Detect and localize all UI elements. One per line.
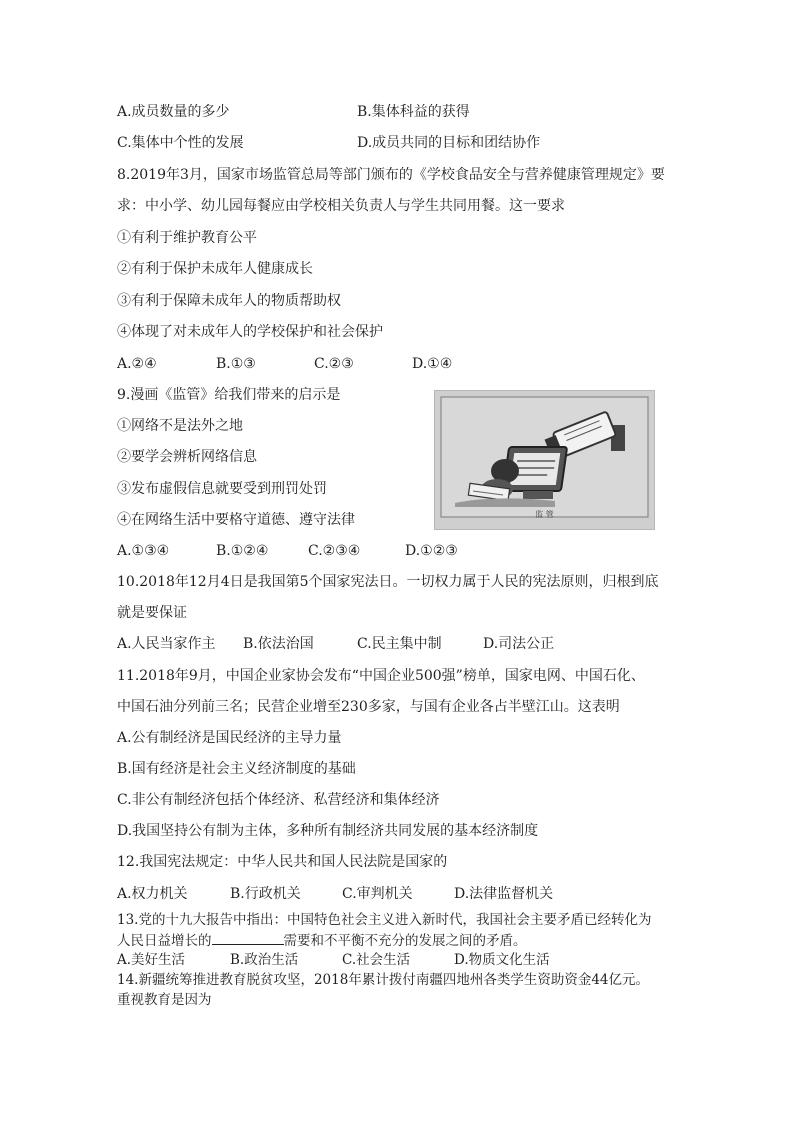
q11-option-b: B.国有经济是社会主义经济制度的基础 xyxy=(117,761,356,777)
q11-stem-line1: 11.2018年9月，中国企业家协会发布“中国企业500强”榜单，国家电网、中国石化、 xyxy=(117,668,645,684)
q10-option-c: C.民主集中制 xyxy=(357,636,442,652)
q10-option-a: A.人民当家作主 xyxy=(117,636,216,652)
q8-stem-line2: 求：中小学、幼儿园每餐应由学校相关负责人与学生共同用餐。这一要求 xyxy=(117,198,565,214)
q12-stem: 12.我国宪法规定：中华人民共和国人民法院是国家的 xyxy=(117,854,448,870)
q8-statement-2: ②有利于保护未成年人健康成长 xyxy=(117,261,313,277)
q9-option-b: B.①②④ xyxy=(216,543,269,559)
q7-option-d: D.成员共同的目标和团结协作 xyxy=(357,135,541,151)
q12-option-c: C.审判机关 xyxy=(342,886,413,902)
q11-option-c: C.非公有制经济包括个体经济、私营经济和集体经济 xyxy=(117,792,440,808)
q7-option-c: C.集体中个性的发展 xyxy=(117,135,244,151)
q13-stem-line2 xyxy=(117,930,527,951)
q9-option-a: A.①③④ xyxy=(117,543,170,559)
q9-statement-2: ②要学会辨析网络信息 xyxy=(117,449,257,465)
q14-stem-line2: 重视教育是因为 xyxy=(117,992,212,1008)
q13-stem-line2-before: 人民日益增长的 xyxy=(117,933,212,949)
q8-statement-4: ④体现了对未成年人的学校保护和社会保护 xyxy=(117,324,383,340)
q13-stem-line1: 13.党的十九大报告中指出：中国特色社会主义进入新时代，我国社会主要矛盾已经转化为 xyxy=(117,912,652,928)
q9-statement-4: ④在网络生活中要格守道德、遵守法律 xyxy=(117,512,355,528)
q7-option-a: A.成员数量的多少 xyxy=(117,104,230,120)
q8-statement-3: ③有利于保障未成年人的物质帮助权 xyxy=(117,293,341,309)
q11-option-d: D.我国坚持公有制为主体，多种所有制经济共同发展的基本经济制度 xyxy=(117,823,539,839)
q11-stem-line2: 中国石油分列前三名；民营企业增至230多家，与国有企业各占半壁江山。这表明 xyxy=(117,699,620,715)
q13-stem-line2-after: 需要和不平衡不充分的发展之间的矛盾。 xyxy=(283,933,527,949)
q9-statement-1: ①网络不是法外之地 xyxy=(117,418,243,434)
q8-stem-line1: 8.2019年3月，国家市场监管总局等部门颁布的《学校食品安全与营养健康管理规定》要 xyxy=(117,167,665,183)
q10-option-b: B.依法治国 xyxy=(243,636,314,652)
q12-option-b: B.行政机关 xyxy=(230,886,301,902)
supervision-cartoon xyxy=(434,390,655,530)
q13-option-c: C.社会生活 xyxy=(342,952,411,968)
q12-option-d: D.法律监督机关 xyxy=(454,886,554,902)
q14-stem-line1: 14.新疆统筹推进教育脱贫攻坚，2018年累计拨付南疆四地州各类学生资助资金44亿元。 xyxy=(117,972,650,988)
q10-option-d: D.司法公正 xyxy=(483,636,555,652)
q13-option-b: B.政治生活 xyxy=(230,952,299,968)
q8-option-c: C.②③ xyxy=(314,356,354,372)
q8-option-d: D.①④ xyxy=(412,356,453,372)
q9-stem: 9.漫画《监管》给我们带来的启示是 xyxy=(117,387,341,403)
q8-option-b: B.①③ xyxy=(216,356,256,372)
q11-option-a: A.公有制经济是国民经济的主导力量 xyxy=(117,730,342,746)
q10-stem-line1: 10.2018年12月4日是我国第5个国家宪法日。一切权力属于人民的宪法原则，归根到底 xyxy=(117,574,659,590)
q13-option-d: D.物质文化生活 xyxy=(454,952,550,968)
q9-option-d: D.①②③ xyxy=(405,543,458,559)
q9-option-c: C.②③④ xyxy=(308,543,361,559)
q8-statement-1: ①有利于维护教育公平 xyxy=(117,230,257,246)
q9-statement-3: ③发布虚假信息就要受到刑罚处罚 xyxy=(117,481,327,497)
q13-answer-blank xyxy=(212,930,284,945)
q13-option-a: A.美好生活 xyxy=(117,952,186,968)
cartoon-caption: 监 管 xyxy=(535,510,554,519)
q12-option-a: A.权力机关 xyxy=(117,886,188,902)
q8-option-a: A.②④ xyxy=(117,356,157,372)
q10-stem-line2: 就是要保证 xyxy=(117,605,187,621)
q7-option-b: B.集体科益的获得 xyxy=(357,104,470,120)
